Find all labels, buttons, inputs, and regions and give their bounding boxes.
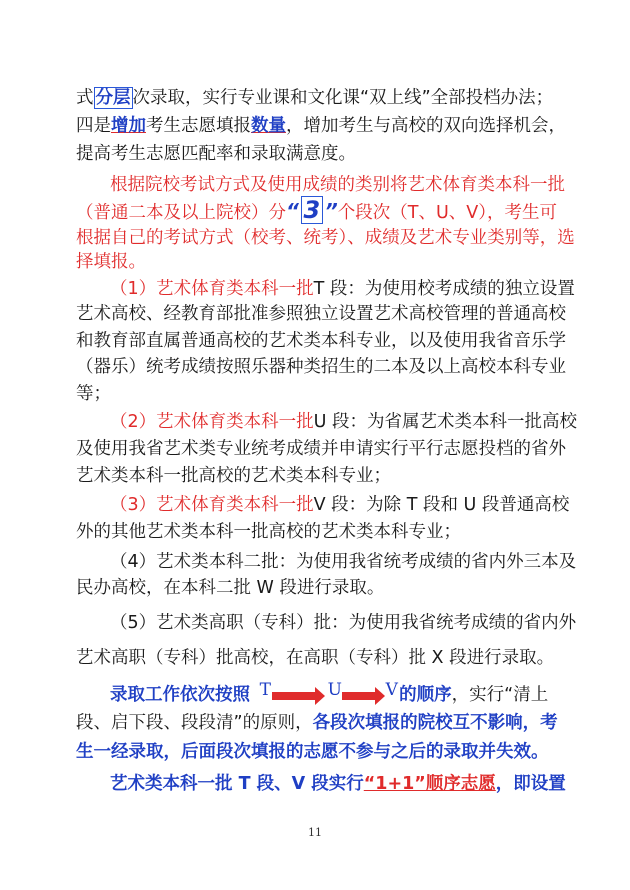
text-line-15: 艺术类本科一批高校的艺术类本科专业； — [76, 466, 391, 486]
page-number: 11 — [308, 826, 322, 839]
text-line-3: 提高考生志愿匹配率和录取满意度。 — [76, 144, 356, 164]
text-line-19: 民办高校，在本科二批 W 段进行录取。 — [76, 578, 385, 598]
text-line-6: 根据自己的考试方式（校考、统考）、成绩及艺术专业类别等，选 — [76, 228, 575, 248]
highlight-one-plus-one: “1+1”顺序志愿 — [363, 774, 496, 794]
text-line-16: （3）艺术体育类本科一批V 段：为除 T 段和 U 段普通高校 — [110, 495, 570, 515]
text-line-4: 根据院校考试方式及使用成绩的类别将艺术体育类本科一批 — [110, 175, 565, 195]
text-line-17: 外的其他艺术类本科一批高校的艺术类本科专业； — [76, 522, 461, 542]
text-line-12: 等； — [76, 384, 111, 404]
text-line-1: 式 分层 次录取，实行专业课和文化课“双上线”全部投档办法； — [76, 88, 554, 108]
text-line-25: 艺术类本科一批 T 段、V 段实行“1+1”顺序志愿，即设置 — [110, 774, 566, 794]
text-line-22: 录取工作依次按照 T U V 的顺序，实行“清上 — [110, 680, 548, 710]
text-line-21: 艺术高职（专科）批高校，在高职（专科）批 X 段进行录取。 — [76, 648, 555, 668]
text-line-14: 及使用我省艺术类专业统考成绩并申请实行平行志愿投档的省外 — [76, 439, 566, 459]
highlight-fenceng: 分层 — [95, 88, 131, 108]
text-line-5: （普通二本及以上院校）分“ 3 ”个段次（T、U、V），考生可 — [76, 196, 558, 224]
text-line-20: （5）艺术类高职（专科）批：为使用我省统考成绩的省内外 — [110, 613, 577, 633]
text-line-8: （1）艺术体育类本科一批T 段：为使用校考成绩的独立设置 — [110, 279, 575, 299]
segment-v-label: V — [385, 680, 398, 700]
text-line-9: 艺术高校、经教育部批准参照独立设置艺术高校管理的普通高校 — [76, 304, 566, 324]
segment-u-label: U — [327, 680, 342, 700]
text-line-11: （器乐）统考成绩按照乐器种类招生的二本及以上高校本科专业 — [76, 357, 566, 377]
red-arrow-icon — [272, 692, 316, 700]
highlight-zengjia: 增加 — [111, 116, 146, 136]
red-arrow-icon — [342, 692, 376, 700]
text-line-13: （2）艺术体育类本科一批U 段：为省属艺术类本科一批高校 — [110, 412, 578, 432]
segment-count-three: 3 — [301, 196, 323, 224]
text-line-18: （4）艺术类本科二批：为使用我省统考成绩的省内外三本及 — [110, 552, 577, 572]
text-line-24: 生一经录取，后面段次填报的志愿不参与之后的录取并失效。 — [76, 742, 549, 762]
text-line-23: 段、启下段、段段清”的原则，各段次填报的院校互不影响，考 — [76, 713, 558, 733]
segment-order-flow — [256, 680, 398, 710]
highlight-shuliang: 数量 — [251, 116, 286, 136]
text-line-2: 四是增加考生志愿填报数量，增加考生与高校的双向选择机会， — [76, 116, 566, 136]
text-line-10: 和教育部直属普通高校的艺术类本科专业，以及使用我省音乐学 — [76, 331, 566, 351]
text-line-7: 择填报。 — [76, 252, 146, 272]
segment-t-label: T — [259, 680, 271, 700]
